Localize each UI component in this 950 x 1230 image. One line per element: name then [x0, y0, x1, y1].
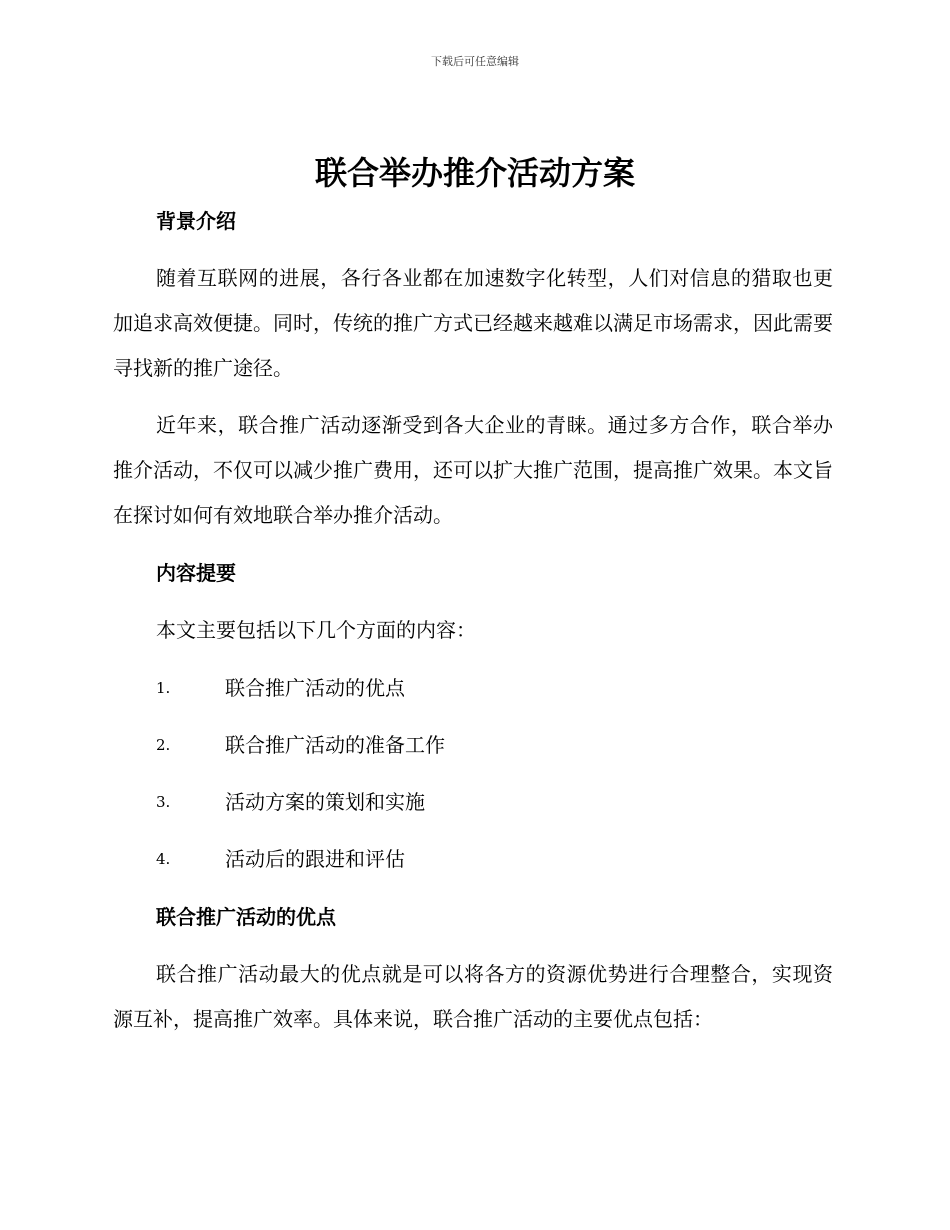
- list-item-text: 活动方案的策划和实施: [225, 790, 425, 814]
- paragraph-background-2: 近年来，联合推广活动逐渐受到各大企业的青睐。通过多方合作，联合举办推介活动，不仅可以减少推广费用，还可以扩大推广范围，提高推广效果。本文旨在探讨如何有效地联合举办推介活动。: [113, 413, 833, 527]
- page-header: 下载后可任意编辑: [431, 55, 519, 68]
- list-item-number: 2.: [156, 736, 171, 754]
- list-item: [156, 788, 756, 816]
- paragraph-background-1: 随着互联网的进展，各行各业都在加速数字化转型，人们对信息的猎取也更加追求高效便捷。同时，传统的推广方式已经越来越难以满足市场需求，因此需要寻找新的推广途径。: [113, 266, 833, 380]
- section-heading-background: 背景介绍: [156, 209, 236, 233]
- list-item: [156, 845, 756, 873]
- summary-intro: 本文主要包括以下几个方面的内容：: [156, 618, 476, 642]
- list-item-number: 1.: [156, 679, 171, 697]
- list-item-number: 4.: [156, 850, 171, 868]
- list-item: [156, 731, 756, 759]
- list-item-text: 联合推广活动的优点: [225, 676, 405, 700]
- list-item-text: 联合推广活动的准备工作: [225, 733, 445, 757]
- paragraph-advantages-1: 联合推广活动最大的优点就是可以将各方的资源优势进行合理整合，实现资源互补，提高推广效率。具体来说，联合推广活动的主要优点包括：: [113, 962, 833, 1031]
- list-item-text: 活动后的跟进和评估: [225, 847, 405, 871]
- section-heading-advantages: 联合推广活动的优点: [156, 905, 336, 929]
- section-heading-summary: 内容提要: [156, 561, 236, 585]
- list-item-number: 3.: [156, 793, 171, 811]
- list-item: [156, 674, 756, 702]
- document-title: 联合举办推介活动方案: [314, 154, 635, 192]
